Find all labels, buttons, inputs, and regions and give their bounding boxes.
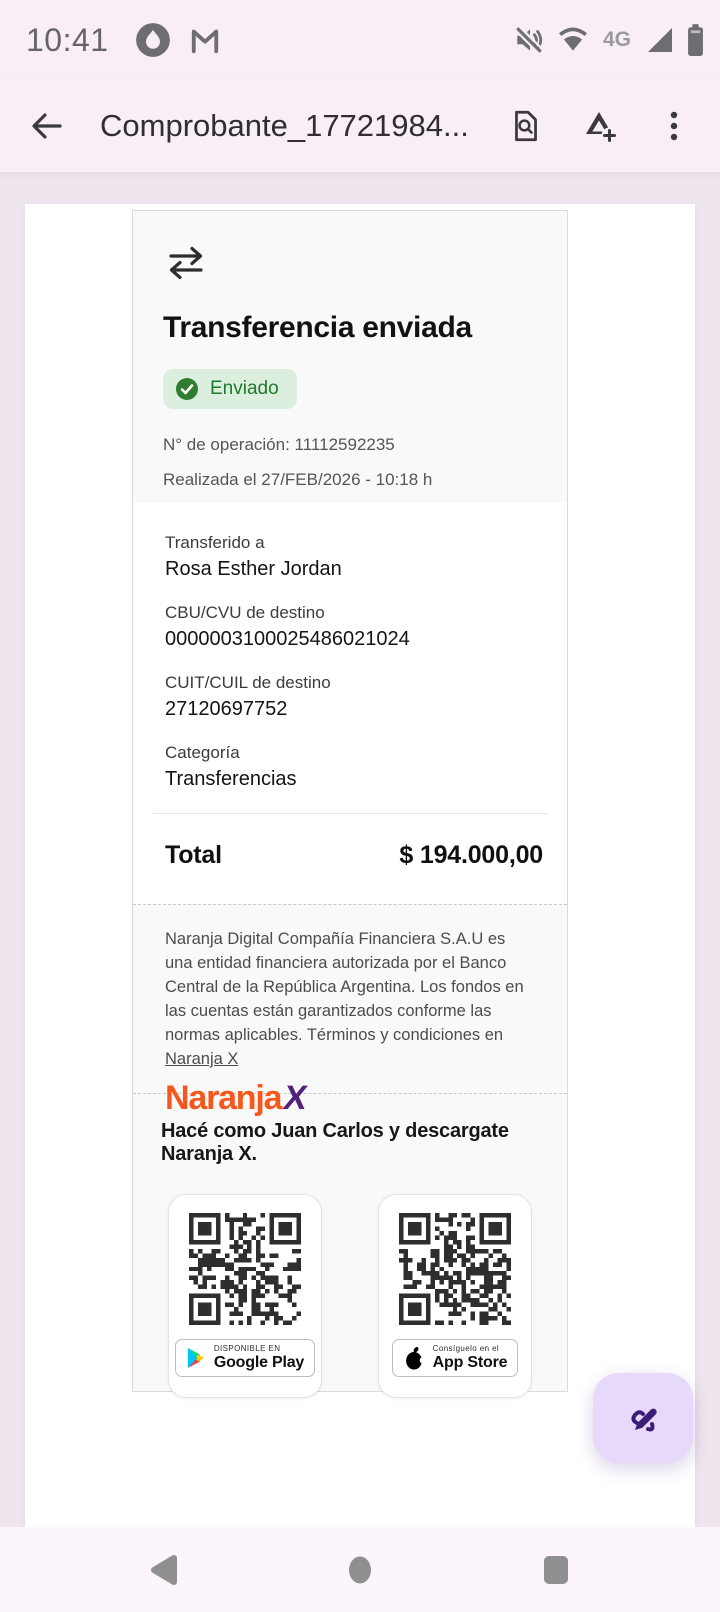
field-label: Transferido a (165, 533, 265, 552)
badge-subtitle: Consíguelo en el (432, 1344, 500, 1354)
field-label: CBU/CVU de destino (165, 603, 325, 622)
field-row (133, 743, 567, 791)
field-row (133, 603, 567, 651)
operation-date: Realizada el 27/FEB/2026 - 10:18 h (163, 470, 433, 489)
logo-word: Naranja (165, 1079, 282, 1117)
check-circle-icon (175, 377, 199, 401)
app-store-qr-card (378, 1194, 532, 1398)
receipt-card (132, 210, 568, 1392)
field-value: 0000003100025486021024 (165, 628, 410, 650)
status-badge (163, 369, 297, 409)
apple-icon (403, 1345, 425, 1371)
operation-number: N° de operación: 11112592235 (163, 435, 395, 454)
logo-x: X (281, 1079, 310, 1117)
field-label: Categoría (165, 743, 240, 762)
badge-subtitle: DISPONIBLE EN (213, 1344, 281, 1354)
receipt-header (133, 211, 567, 503)
system-navigation-bar (0, 1527, 720, 1612)
total-amount: $ 194.000,00 (399, 841, 543, 869)
signature-pen-icon (620, 1395, 666, 1441)
gmail-notification-icon (187, 22, 223, 58)
flame-notification-icon (135, 22, 171, 58)
nav-back-button[interactable] (140, 1546, 188, 1594)
terms-link[interactable]: Naranja X (165, 1050, 239, 1068)
document-title: Comprobante_17721984... (100, 108, 469, 143)
transfer-arrows-icon (163, 239, 537, 285)
google-play-qr-card (168, 1194, 322, 1398)
annotate-button[interactable] (593, 1373, 693, 1463)
field-row (133, 673, 567, 721)
back-button[interactable] (20, 100, 72, 152)
app-store-qr-code (399, 1213, 511, 1325)
field-value: 27120697752 (165, 698, 288, 720)
find-in-document-button[interactable] (500, 100, 552, 152)
mute-icon (513, 24, 545, 56)
total-label: Total (165, 841, 222, 869)
receipt-title: Transferencia enviada (163, 311, 472, 344)
app-bar (0, 80, 720, 172)
receipt-details (133, 503, 567, 904)
nav-recents-button[interactable] (532, 1546, 580, 1594)
field-value: Rosa Esther Jordan (165, 558, 342, 580)
legal-disclaimer-section (133, 904, 567, 1117)
field-value: Transferencias (165, 768, 297, 790)
overflow-menu-button[interactable] (648, 100, 700, 152)
network-type-label: 4G (602, 28, 631, 51)
field-row (133, 533, 567, 581)
google-play-icon (186, 1347, 206, 1369)
add-to-drive-button[interactable] (574, 100, 626, 152)
download-headline: Hacé como Juan Carlos y descargate Naranja X. (161, 1120, 509, 1165)
nav-home-button[interactable] (336, 1546, 384, 1594)
google-play-qr-code (189, 1213, 301, 1325)
download-section (133, 1094, 567, 1391)
field-label: CUIT/CUIL de destino (165, 673, 331, 692)
badge-title: App Store (432, 1353, 508, 1371)
google-play-badge (175, 1339, 315, 1377)
status-bar (0, 0, 720, 80)
app-store-badge (392, 1339, 519, 1377)
pdf-viewer-canvas[interactable] (0, 172, 720, 1527)
wifi-icon (557, 24, 589, 56)
battery-icon (687, 24, 704, 56)
disclaimer-text: Naranja Digital Compañía Financiera S.A.U es una entidad financiera autorizada por el Banco Central de la República Argentina. Los fondos en las cuentas están garantizados conforme las normas aplicables. Términos y condiciones en (165, 930, 524, 1044)
status-time: 10:41 (26, 21, 109, 58)
total-row (133, 814, 567, 870)
cellular-signal-icon (645, 25, 675, 55)
pdf-page (25, 204, 695, 1527)
badge-title: Google Play (213, 1353, 305, 1371)
status-badge-label: Enviado (210, 378, 279, 399)
